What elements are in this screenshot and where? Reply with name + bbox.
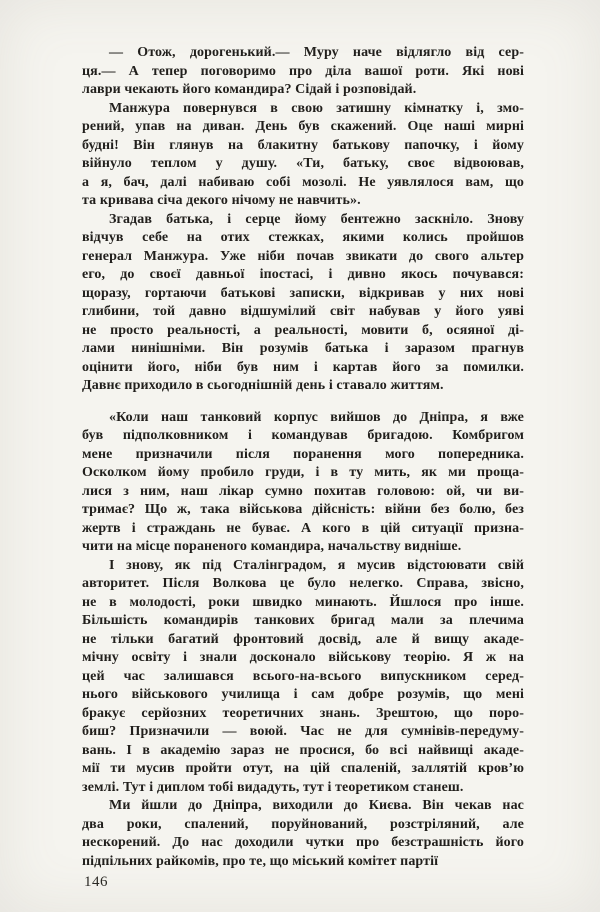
text-line: рений, упав на диван. День був скажений. Оце наші мирні [82, 119, 524, 134]
paragraph [82, 100, 524, 211]
text-line: Давнє приходило в сьогоднішній день і ставало життям. [82, 378, 444, 393]
paragraph [82, 409, 524, 557]
text-line: не в молодості, роки швидко минають. Йшлося про інше. [82, 594, 524, 610]
page-number: 146 [84, 874, 108, 890]
text-line: мічну освіту і знали досконало військову теорію. Я ж на [82, 650, 524, 665]
paragraph [82, 211, 524, 396]
text-line: глибини, той давно відшумілий світ набував у його уяві [82, 304, 524, 319]
text-line: нескорений. До нас доходили чутки про безстрашність його [82, 835, 524, 850]
text-line: цей час залишався всього-на-всього випускником серед- [82, 668, 524, 684]
text-line: бракує серйозних теоретичних знань. Зрештою, що поро- [82, 705, 524, 721]
text-line: авторитет. Після Волкова це було нелегко. Справа, звісно, [82, 576, 524, 591]
text-line: Згадав батька, і серце йому бентежно заскніло. Знову [109, 211, 524, 227]
text-line: лаври чекають його командира? Сідай і розповідай. [82, 82, 417, 97]
text-line: Манжура повернувся в свою затишну кімнатку і, змо- [109, 100, 524, 116]
text-line: та кривава січа декого нічому не навчить». [82, 193, 361, 208]
text-line: Осколком йому пробило груди, і в ту мить, як ми проща- [82, 465, 524, 480]
text-line: відчув себе на отих стежках, якими колись пройшов [82, 230, 524, 245]
text-line: его, до своєї давньої іпостасі, і дивно якось почувався: [82, 267, 524, 282]
text-line: лами нинішніми. Він розумів батька і заразом прагнув [82, 341, 524, 356]
text-line: — Отож, дорогенький.— Муру наче відлягло від сер- [109, 45, 524, 60]
text-line: генерал Манжура. Уже ніби почав звикати до свого альтер [82, 248, 524, 264]
text-line: чити на місце пораненого командира, начальству видніше. [82, 539, 462, 554]
text-line: тримає? Що ж, така військова дійсність: війни без болю, без [82, 502, 524, 517]
paragraph [82, 44, 524, 100]
text-line: підпільних райкомів, про те, що міський комітет партії [82, 853, 439, 869]
text-line: не тільки багатий фронтовий досвід, але й вищу акаде- [82, 631, 524, 647]
text-line: оцінити його, ніби був ним і картав його за помилки. [82, 359, 524, 375]
paragraph [82, 557, 524, 798]
text-line: два роки, спалений, поруйнований, розстріляний, але [82, 816, 524, 832]
text-block [82, 44, 524, 871]
text-line: Ми йшли до Дніпра, виходили до Києва. Він чекав нас [109, 798, 524, 813]
text-line: мії ти мусив пройти отут, на цій спаленій, заллятій кров’ю [82, 761, 524, 776]
text-line: а я, бач, далі набиваю собі мозолі. Не уявлялося вам, що [82, 174, 524, 190]
text-line: ця.— А тепер поговоримо про діла вашої роти. Які нові [82, 63, 524, 79]
text-line: «Коли наш танковий корпус вийшов до Дніпра, я вже [109, 409, 524, 425]
text-line: лися з ним, наш лікар сумно похитав головою: ой, чи ви- [82, 483, 524, 499]
text-line: биш? Призначили — воюй. Час не для сумнівів-передуму- [82, 724, 524, 739]
text-line: землі. Тут і диплом тобі видадуть, тут і теоретиком станеш. [82, 779, 464, 795]
text-line: щоразу, гортаючи батькові записки, відкривав у них нові [82, 285, 524, 301]
text-line: нього військового училища і сам добре розумів, що мені [82, 687, 524, 702]
text-line: вань. І в академію зараз не просися, бо всі найвищі акаде- [82, 742, 524, 758]
text-line: був підполковником і командував бригадою. Комбригом [82, 428, 524, 443]
text-line: Більшість командирів танкових бригад мали за плечима [82, 613, 524, 628]
text-line: не просто реальності, а реальності, мовити б, осяяної ді- [82, 322, 524, 338]
text-line: війнуло теплом у душу. «Ти, батьку, своє відвоював, [82, 156, 524, 171]
text-line: жертв і страждань не буває. А кого в цій ситуації призна- [82, 520, 524, 536]
text-line: мене призначили після поранення мого попередника. [82, 446, 524, 462]
paragraph [82, 797, 524, 871]
text-line: І знову, як під Сталінградом, я мусив відстоювати свій [109, 557, 524, 573]
text-line: будні! Він глянув на блакитну батькову папочку, і йому [82, 137, 524, 153]
